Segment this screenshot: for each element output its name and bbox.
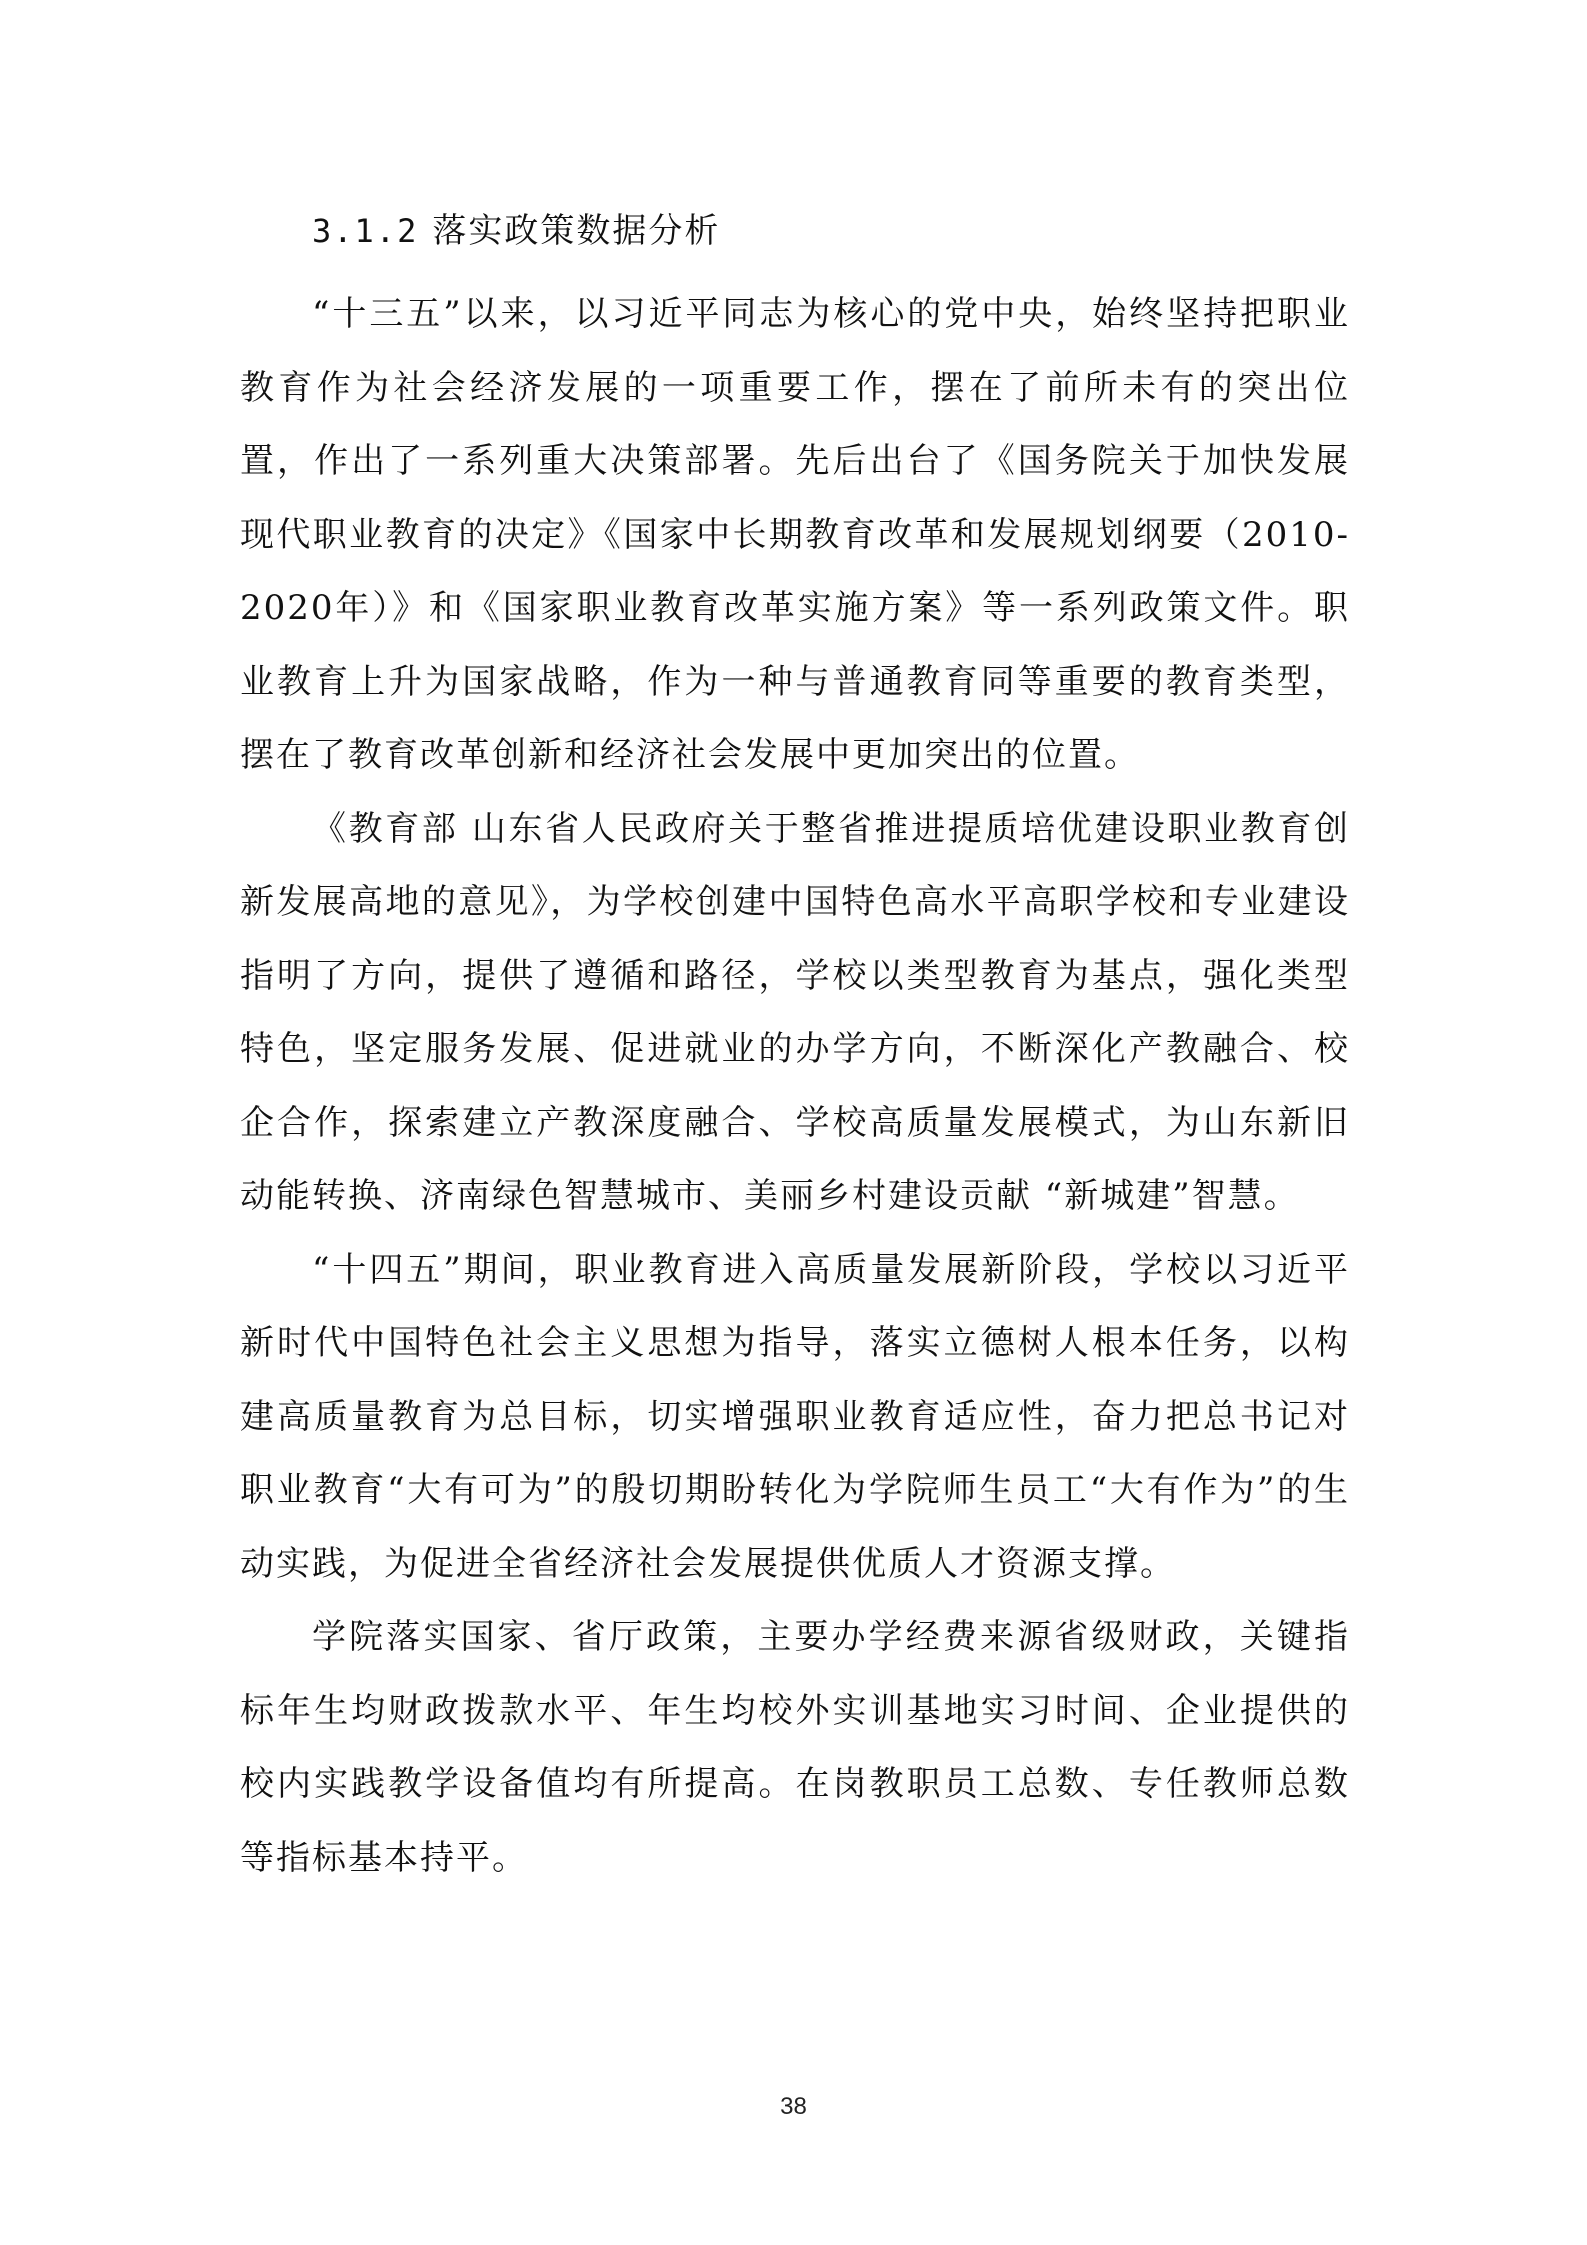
page-body (240, 206, 1350, 1895)
paragraph-2: 《教育部 山东省人民政府关于整省推进提质培优建设职业教育创新发展高地的意见》，为学校创建中国特色高水平高职学校和专业建设指明了方向，提供了遵循和路径，学校以类型教育为基点，强化类型特色，坚定服务发展、促进就业的办学方向，不断深化产教融合、校企合作，探索建立产教深度融合、学校高质量发展模式，为山东新旧动能转换、济南绿色智慧城市、美丽乡村建设贡献 “新城建”智慧。 (240, 808, 1350, 1216)
section-number: 3.1.2 (312, 212, 419, 250)
section-title: 落实政策数据分析 (432, 211, 721, 251)
paragraph-1: “十三五”以来，以习近平同志为核心的党中央，始终坚持把职业教育作为社会经济发展的一项重要工作，摆在了前所未有的突出位置，作出了一系列重大决策部署。先后出台了《国务院关于加快发展现代职业教育的决定》《国家中长期教育改革和发展规划纲要（2010-2020年）》和《国家职业教育改革实施方案》等一系列政策文件。职业教育上升为国家战略，作为一种与普通教育同等重要的教育类型，摆在了教育改革创新和经济社会发展中更加突出的位置。 (240, 294, 1350, 775)
section-heading (312, 206, 1350, 256)
page-number: 38 (780, 2093, 807, 2120)
paragraph-4: 学院落实国家、省厅政策，主要办学经费来源省级财政，关键指标年生均财政拨款水平、年生均校外实训基地实习时间、企业提供的校内实践教学设备值均有所提高。在岗教职员工总数、专任教师总数等指标基本持平。 (240, 1617, 1350, 1878)
paragraph-3: “十四五”期间，职业教育进入高质量发展新阶段，学校以习近平新时代中国特色社会主义思想为指导，落实立德树人根本任务，以构建高质量教育为总目标，切实增强职业教育适应性，奋力把总书记对职业教育“大有可为”的殷切期盼转化为学院师生员工“大有作为”的生动实践，为促进全省经济社会发展提供优质人才资源支撑。 (240, 1249, 1350, 1584)
